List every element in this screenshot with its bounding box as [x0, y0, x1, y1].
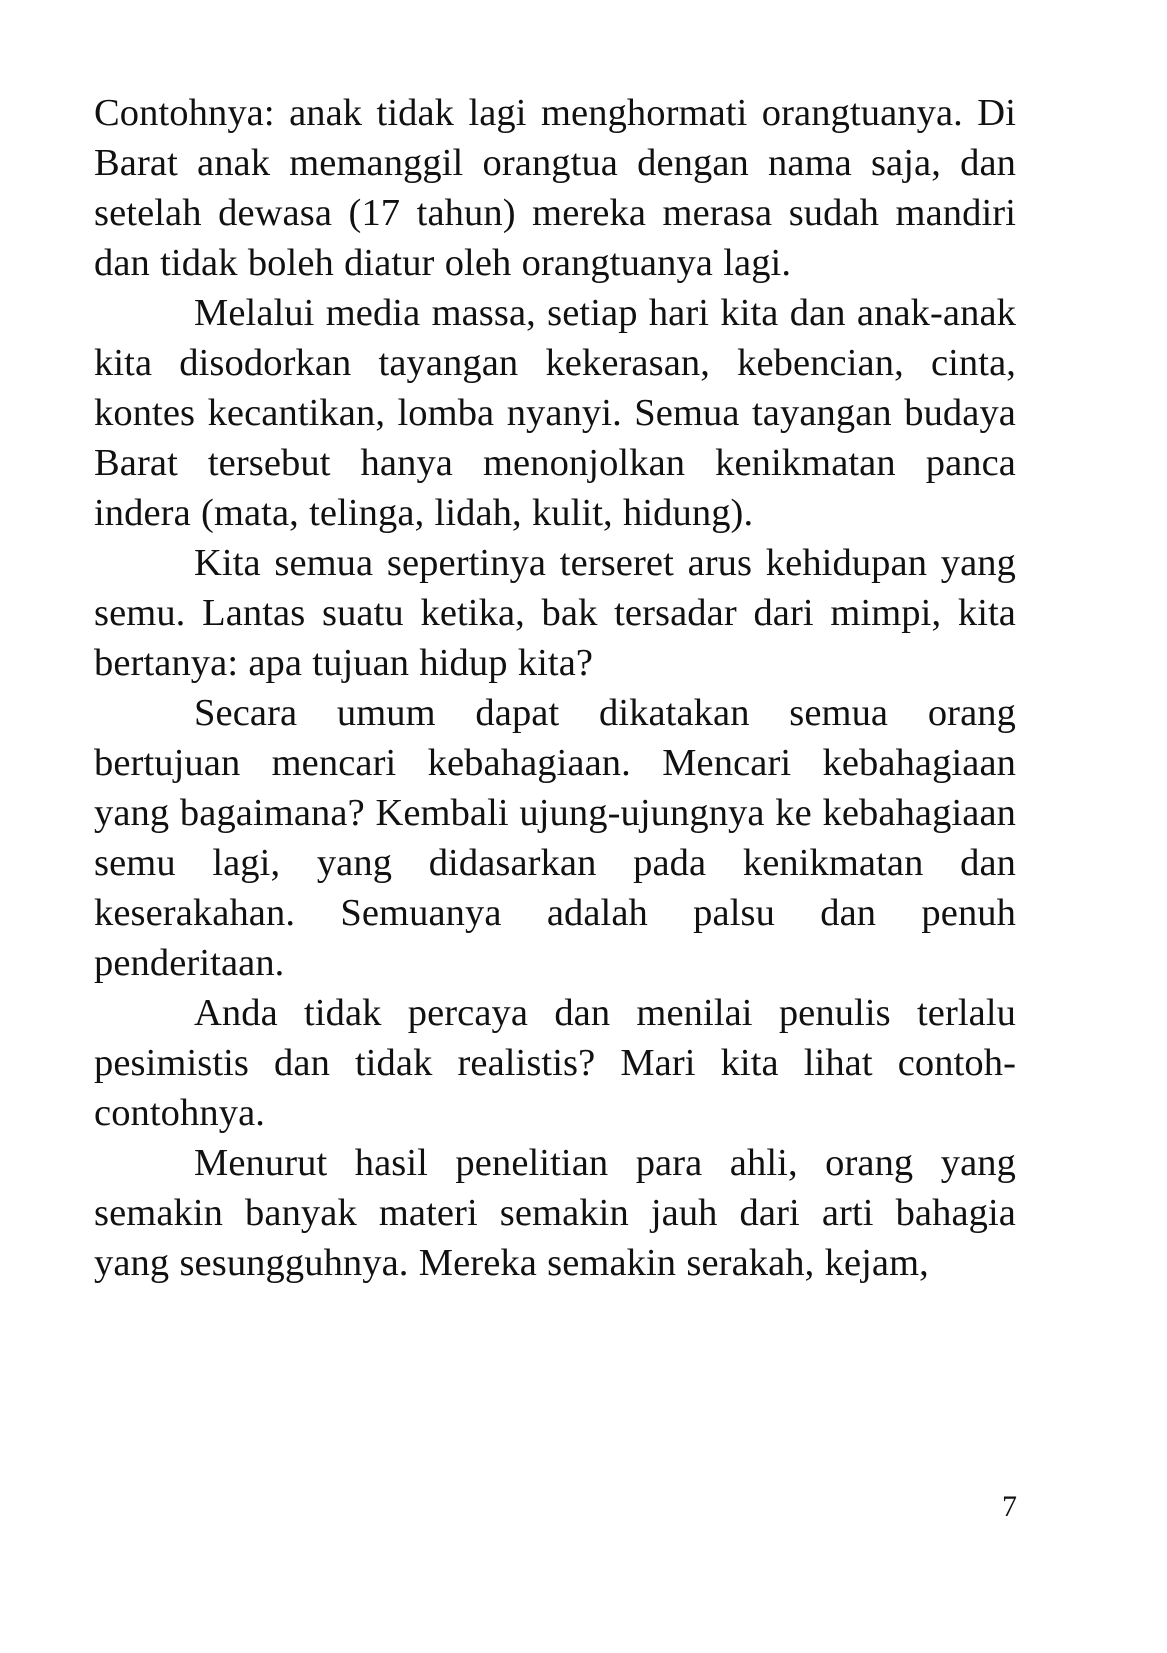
body-paragraph-3: Kita semua sepertinya terseret arus kehidupan yang semu. Lantas suatu ketika, bak tersadar dari mimpi, kita bertanya: apa tujuan hidup kita? — [94, 542, 1016, 684]
body-paragraph-1: Contohnya: anak tidak lagi menghormati orangtuanya. Di Barat anak memanggil orangtua dengan nama saja, dan setelah dewasa (17 tahun) mereka merasa sudah mandiri dan tidak boleh diatur oleh orangtuanya lagi. — [94, 92, 1016, 284]
body-paragraph-6: Menurut hasil penelitian para ahli, orang yang semakin banyak materi semakin jauh dari arti bahagia yang sesungguhnya. Mereka semakin serakah, kejam, — [94, 1142, 1016, 1284]
body-paragraph-5: Anda tidak percaya dan menilai penulis terlalu pesimistis dan tidak realistis? Mari kita lihat contoh-contohnya. — [94, 992, 1016, 1134]
body-paragraph-2: Melalui media massa, setiap hari kita dan anak-anak kita disodorkan tayangan kekerasan, kebencian, cinta, kontes kecantikan, lomba nyanyi. Semua tayangan budaya Barat tersebut hanya menonjolkan kenikmatan panca indera (mata, telinga, lidah, kulit, hidung). — [94, 292, 1016, 534]
page-number: 7 — [1002, 1490, 1017, 1523]
body-text-column — [94, 88, 1016, 1288]
body-paragraph-4: Secara umum dapat dikatakan semua orang bertujuan mencari kebahagiaan. Mencari kebahagiaan yang bagaimana? Kembali ujung-ujungnya ke kebahagiaan semu lagi, yang didasarkan pada kenikmatan dan keserakahan. Semuanya adalah palsu dan penuh penderitaan. — [94, 692, 1016, 984]
